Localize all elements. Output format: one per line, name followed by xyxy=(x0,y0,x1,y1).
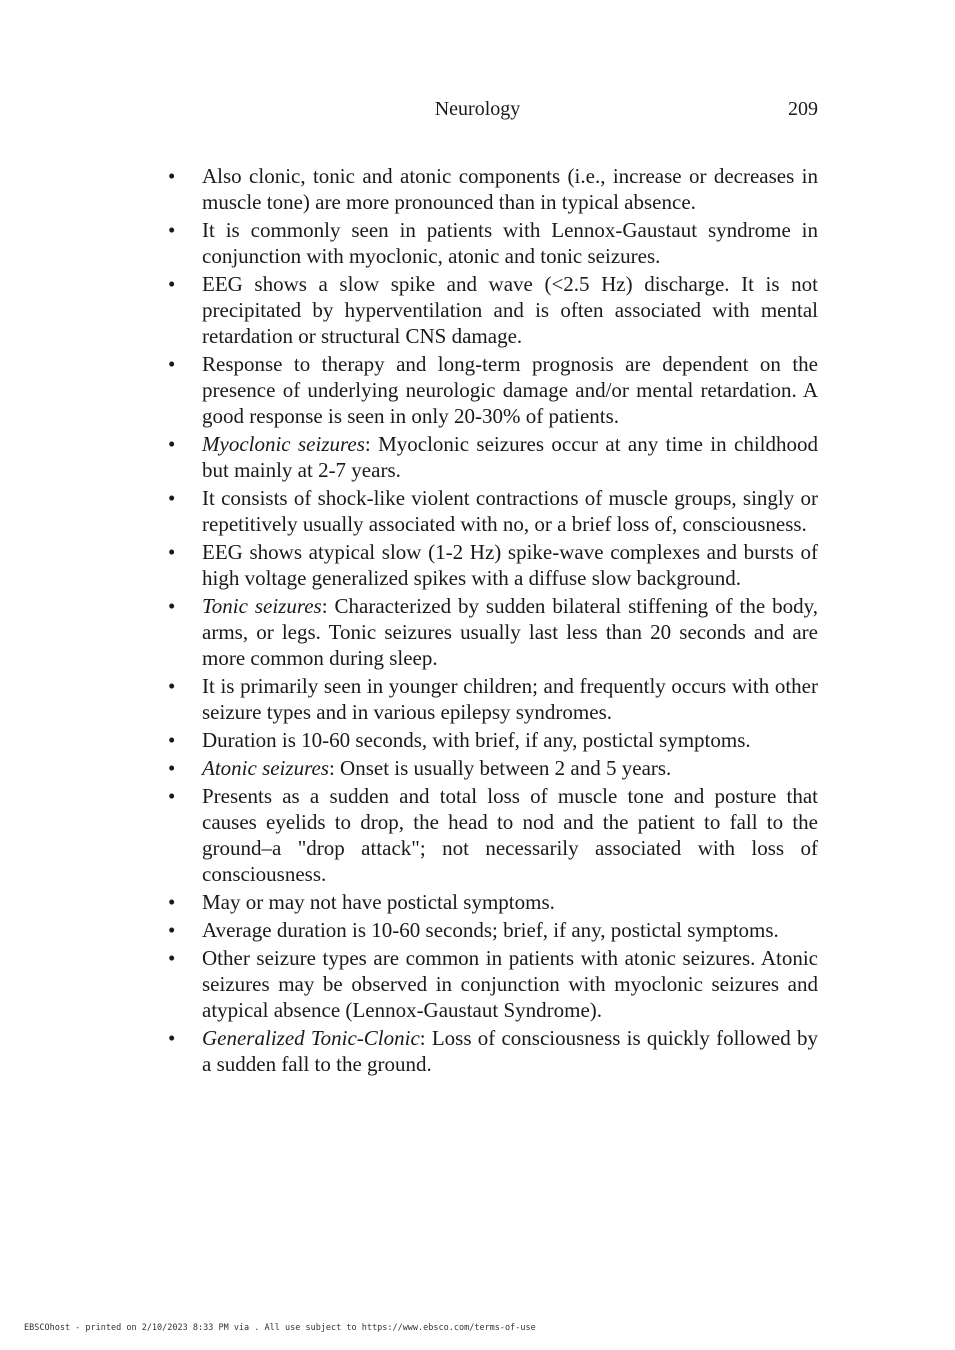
list-item xyxy=(166,889,818,915)
list-item xyxy=(166,271,818,349)
item-text: : Myoclonic seizures occur at any time in childhood but mainly at 2-7 years. xyxy=(202,432,818,483)
running-head xyxy=(0,96,955,122)
bullet-icon: • xyxy=(168,486,176,511)
bullet-icon: • xyxy=(168,432,176,457)
bullet-list xyxy=(166,163,818,1079)
item-text: Other seizure types are common in patients with atonic seizures. Atonic seizures may be observed in conjunction with myoclonic seizures and atypical absence (Lennox-Gaustaut Syndrome). xyxy=(202,945,818,1023)
list-item xyxy=(166,351,818,429)
item-text: : Onset is usually between 2 and 5 years. xyxy=(328,756,672,781)
item-text: Presents as a sudden and total loss of muscle tone and posture that causes eyelids to drop, the head to nod and the patient to fall to the ground–a "drop attack"; not necessarily associated with loss of consciousness. xyxy=(202,783,818,887)
list-item xyxy=(166,1025,818,1077)
list-item xyxy=(166,593,818,671)
bullet-icon: • xyxy=(168,1025,176,1050)
bullet-icon: • xyxy=(168,217,176,242)
item-text: It is commonly seen in patients with Lennox-Gaustaut syndrome in conjunction with myoclonic, atonic and tonic seizures. xyxy=(202,217,818,269)
item-text: Also clonic, tonic and atonic components (i.e., increase or decreases in muscle tone) are more pronounced than in typical absence. xyxy=(202,164,818,215)
bullet-icon: • xyxy=(168,945,176,970)
item-lead: Generalized Tonic-Clonic xyxy=(202,1025,420,1050)
bullet-icon: • xyxy=(168,674,176,699)
bullet-icon: • xyxy=(168,728,176,753)
list-item xyxy=(166,485,818,537)
list-item xyxy=(166,783,818,887)
item-text: Duration is 10-60 seconds, with brief, if any, postictal symptoms. xyxy=(202,728,751,753)
item-text: It is primarily seen in younger children; and frequently occurs with other seizure types and in various epilepsy syndromes. xyxy=(202,674,818,725)
bullet-icon: • xyxy=(168,594,176,619)
list-item xyxy=(166,727,818,753)
bullet-icon: • xyxy=(168,783,176,808)
list-item xyxy=(166,539,818,591)
bullet-icon: • xyxy=(168,540,176,565)
item-text: May or may not have postictal symptoms. xyxy=(202,890,555,915)
list-item xyxy=(166,755,818,781)
item-text: Response to therapy and long-term prognosis are dependent on the presence of underlying neurologic damage and/or mental retardation. A good response is seen in only 20-30% of patients. xyxy=(202,352,818,429)
page-number: 209 xyxy=(788,98,818,120)
item-lead: Tonic seizures xyxy=(202,594,322,619)
list-item xyxy=(166,163,818,215)
item-text: It consists of shock-like violent contractions of muscle groups, singly or repetitively usually associated with no, or a brief loss of, consciousness. xyxy=(202,486,818,537)
item-text: Average duration is 10-60 seconds; brief, if any, postictal symptoms. xyxy=(202,917,779,942)
list-item xyxy=(166,917,818,943)
print-footer: EBSCOhost - printed on 2/10/2023 8:33 PM via . All use subject to https://www.ebsco.com/terms-of-use xyxy=(24,1323,536,1333)
item-lead: Atonic seizures xyxy=(202,756,329,781)
item-lead: Myoclonic seizures xyxy=(202,432,365,457)
bullet-icon: • xyxy=(168,352,176,377)
bullet-icon: • xyxy=(168,917,176,942)
item-text: : Characterized by sudden bilateral stiffening of the body, arms, or legs. Tonic seizures usually last less than 20 seconds and are more common during sleep. xyxy=(202,594,818,671)
item-text: EEG shows a slow spike and wave (<2.5 Hz) discharge. It is not precipitated by hyperventilation and is often associated with mental retardation or structural CNS damage. xyxy=(202,271,818,349)
bullet-icon: • xyxy=(168,271,176,296)
bullet-icon: • xyxy=(168,756,176,781)
bullet-icon: • xyxy=(168,890,176,915)
item-text: : Loss of consciousness is quickly followed by a sudden fall to the ground. xyxy=(202,1025,818,1077)
list-item xyxy=(166,945,818,1023)
bullet-icon: • xyxy=(168,164,176,188)
list-item xyxy=(166,217,818,269)
list-item xyxy=(166,431,818,483)
running-title: Neurology xyxy=(434,98,521,120)
item-text: EEG shows atypical slow (1-2 Hz) spike-wave complexes and bursts of high voltage generalized spikes with a diffuse slow background. xyxy=(202,540,818,591)
list-item xyxy=(166,673,818,725)
